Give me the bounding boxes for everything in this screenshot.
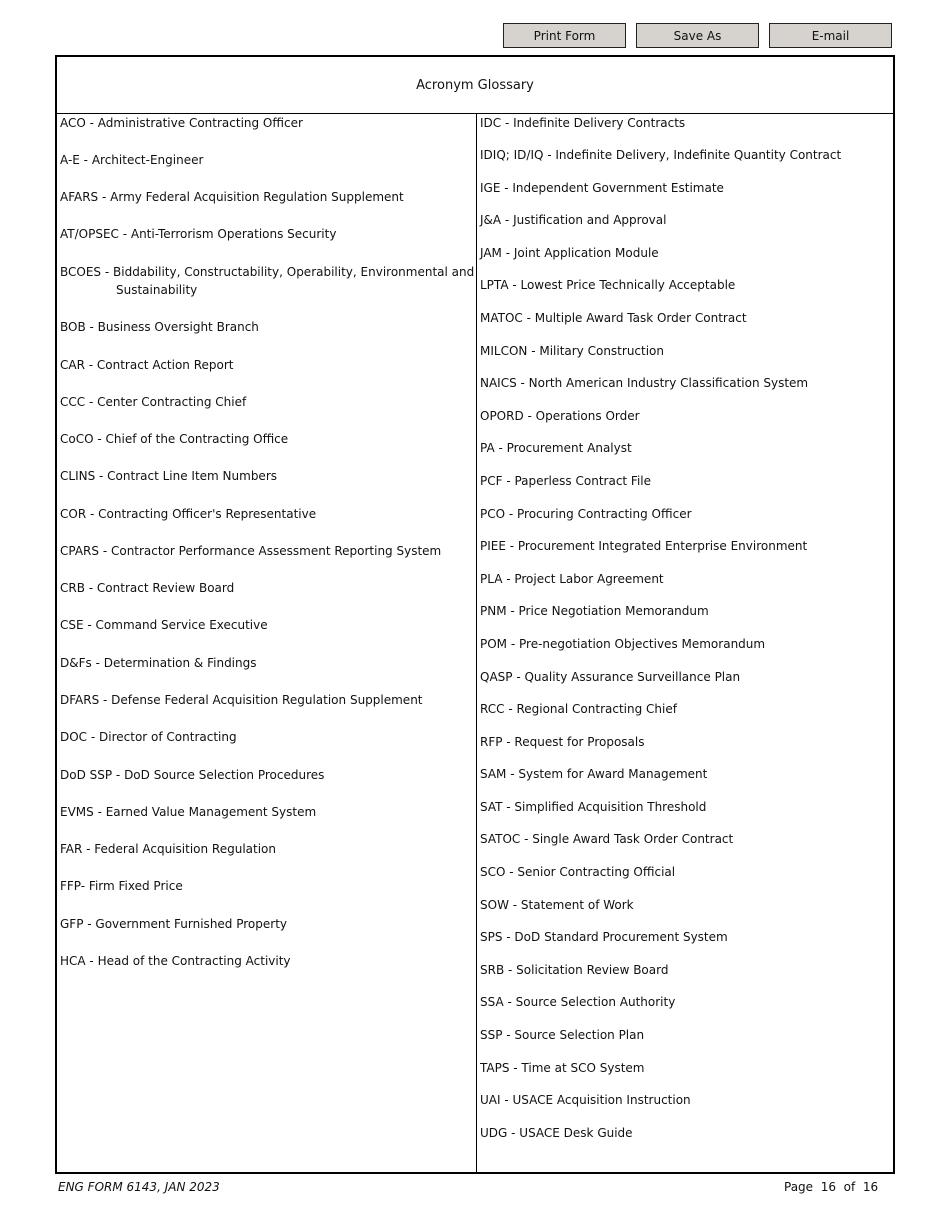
glossary-entry: CoCO - Chief of the Contracting Office: [60, 432, 289, 446]
glossary-entry: SAT - Simplified Acquisition Threshold: [480, 800, 707, 814]
glossary-entry: RFP - Request for Proposals: [480, 735, 645, 749]
glossary-entry: CRB - Contract Review Board: [60, 581, 235, 595]
glossary-entry: JAM - Joint Application Module: [480, 246, 659, 260]
acronym-glossary-form: [55, 55, 895, 1174]
glossary-entry: MILCON - Military Construction: [480, 344, 665, 358]
glossary-entry: CPARS - Contractor Performance Assessment Reporting System: [60, 544, 442, 558]
glossary-entry: SSP - Source Selection Plan: [480, 1028, 645, 1042]
glossary-entry: SRB - Solicitation Review Board: [480, 963, 669, 977]
glossary-entry: TAPS - Time at SCO System: [480, 1061, 645, 1075]
glossary-entry: UAI - USACE Acquisition Instruction: [480, 1093, 691, 1107]
glossary-entry: SCO - Senior Contracting Official: [480, 865, 676, 879]
page-current: 16: [820, 1180, 836, 1194]
glossary-entry: SSA - Source Selection Authority: [480, 995, 676, 1009]
glossary-entry: GFP - Government Furnished Property: [60, 917, 288, 931]
glossary-entry: HCA - Head of the Contracting Activity: [60, 954, 291, 968]
glossary-entry: D&Fs - Determination & Findings: [60, 656, 257, 670]
glossary-entry: FFP- Firm Fixed Price: [60, 879, 183, 893]
form-id: ENG FORM 6143, JAN 2023: [58, 1180, 220, 1194]
glossary-entry: PLA - Project Labor Agreement: [480, 572, 664, 586]
glossary-entry: IDIQ; ID/IQ - Indefinite Delivery, Indefinite Quantity Contract: [480, 148, 842, 162]
glossary-entry: DFARS - Defense Federal Acquisition Regulation Supplement: [60, 693, 423, 707]
glossary-entry: SATOC - Single Award Task Order Contract: [480, 832, 734, 846]
glossary-entry: RCC - Regional Contracting Chief: [480, 702, 677, 716]
glossary-entry: CAR - Contract Action Report: [60, 358, 234, 372]
glossary-entry: PCO - Procuring Contracting Officer: [480, 507, 692, 521]
glossary-entry: PNM - Price Negotiation Memorandum: [480, 604, 709, 618]
glossary-entry: SPS - DoD Standard Procurement System: [480, 930, 728, 944]
glossary-entry: SOW - Statement of Work: [480, 898, 634, 912]
glossary-entry: COR - Contracting Officer's Representative: [60, 507, 317, 521]
page-of: of: [843, 1180, 856, 1194]
glossary-entry: PA - Procurement Analyst: [480, 441, 632, 455]
glossary-entry: PIEE - Procurement Integrated Enterprise Environment: [480, 539, 808, 553]
email-button[interactable]: E-mail: [769, 23, 892, 48]
glossary-entry: LPTA - Lowest Price Technically Acceptable: [480, 278, 736, 292]
glossary-entry: CCC - Center Contracting Chief: [60, 395, 247, 409]
page-label: Page: [784, 1180, 814, 1194]
glossary-entry: DoD SSP - DoD Source Selection Procedures: [60, 768, 325, 782]
glossary-entry: QASP - Quality Assurance Surveillance Plan: [480, 670, 741, 684]
glossary-entry: NAICS - North American Industry Classification System: [480, 376, 809, 390]
glossary-entry: IGE - Independent Government Estimate: [480, 181, 724, 195]
glossary-entry: SAM - System for Award Management: [480, 767, 708, 781]
glossary-entry: AT/OPSEC - Anti-Terrorism Operations Security: [60, 227, 337, 241]
glossary-entry: CLINS - Contract Line Item Numbers: [60, 469, 278, 483]
glossary-entry: ACO - Administrative Contracting Officer: [60, 116, 303, 130]
glossary-entry: MATOC - Multiple Award Task Order Contract: [480, 311, 747, 325]
glossary-entry: IDC - Indefinite Delivery Contracts: [480, 116, 686, 130]
form-toolbar: [503, 23, 894, 50]
page-total: 16: [862, 1180, 879, 1194]
glossary-entry: A-E - Architect-Engineer: [60, 153, 204, 167]
glossary-entry: J&A - Justification and Approval: [480, 213, 667, 227]
glossary-entry: CSE - Command Service Executive: [60, 618, 268, 632]
glossary-entry: POM - Pre-negotiation Objectives Memorandum: [480, 637, 766, 651]
glossary-entry: BCOES - Biddability, Constructability, Operability, Environmental and Sustainability: [60, 265, 475, 297]
glossary-entry: DOC - Director of Contracting: [60, 730, 237, 744]
glossary-entry: FAR - Federal Acquisition Regulation: [60, 842, 276, 856]
glossary-entry: UDG - USACE Desk Guide: [480, 1126, 633, 1140]
save-as-button[interactable]: Save As: [636, 23, 759, 48]
glossary-title: Acronym Glossary: [57, 57, 893, 114]
glossary-entry: PCF - Paperless Contract File: [480, 474, 652, 488]
glossary-entry: BOB - Business Oversight Branch: [60, 320, 259, 334]
glossary-entry: AFARS - Army Federal Acquisition Regulation Supplement: [60, 190, 404, 204]
print-form-button[interactable]: Print Form: [503, 23, 626, 48]
page-indicator: [784, 1180, 878, 1194]
glossary-entry: EVMS - Earned Value Management System: [60, 805, 317, 819]
glossary-entry: OPORD - Operations Order: [480, 409, 640, 423]
